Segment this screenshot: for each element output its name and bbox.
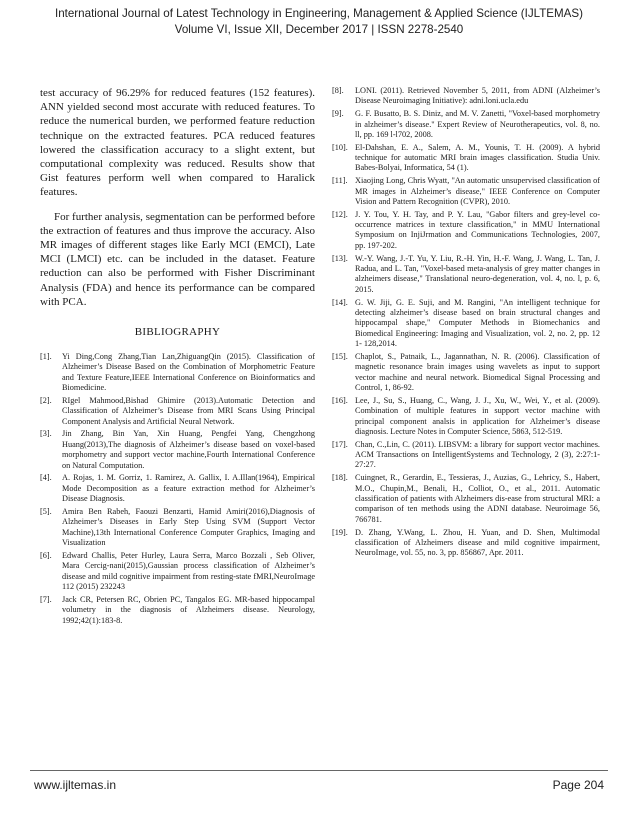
footer-url: www.ijltemas.in bbox=[34, 778, 117, 792]
reference-number: [14]. bbox=[332, 297, 348, 307]
reference-text: El-Dahshan, E. A., Salem, A. M., Younis, T. H. (2009). A hybrid technique for automatic MRI brain images classification. Studia Univ. Babes-Bolyai, Informatica, 54 (1). bbox=[355, 142, 600, 173]
reference-text: Xiaojing Long, Chris Wyatt, "An automatic unsupervised classification of MR images in Alzheimer’s disease," IEEE Conference on Computer Vision and Pattern Recognition (CVPR), 2010. bbox=[355, 176, 600, 206]
body-paragraph-1: test accuracy of 96.29% for reduced features (152 features). ANN yielded second most accurate with reduced features. To reduce the numerical burden, we performed feature reduction technique on the extracted features. PCA reduced features lowered the classification accuracy to a slight extent, but computational complexity was reduced. Results show that Gist features perform well when compared to Haralick features. bbox=[40, 87, 315, 199]
reference-text: Amira Ben Rabeh, Faouzi Benzarti, Hamid Amiri(2016),Diagnosis of Alzheimer’s Diseases in Early Step Using SVM (Support Vector Machine),13th International Conference Computer Graphics, Imaging and Visualization bbox=[62, 506, 315, 548]
journal-title: International Journal of Latest Technology in Engineering, Management & Applied Science (IJLTEMAS) bbox=[54, 7, 584, 20]
reference-item bbox=[40, 396, 315, 427]
reference-number: [13]. bbox=[332, 253, 348, 263]
reference-number: [16]. bbox=[332, 395, 348, 405]
reference-text: Chaplot, S., Patnaik, L., Jagannathan, N. R. (2006). Classification of magnetic resonance brain images using wavelets as input to support vector machine and neural network. Biomedical Signal Processing and Control, 1, 86-92. bbox=[355, 351, 600, 393]
reference-text: Jack CR, Petersen RC, Obrien PC, Tangalos EG. MR-based hippocampal volumetry in the diagnosis of Alzheimers disease. Neurology, 1992;42(1):183-8. bbox=[62, 594, 315, 625]
reference-number: [12]. bbox=[332, 209, 348, 219]
reference-text: G. W. Jiji, G. E. Suji, and M. Rangini, "An intelligent technique for detecting alzheimer’s disease based on brain structural changes and hippocampal shape," Computer Methods in Biomechanics and Biomedical Engineering: Imaging and Visualization, vol. 2, no. 2, pp. 12 1- 128,2014. bbox=[355, 297, 600, 349]
reference-item bbox=[332, 396, 600, 438]
reference-item bbox=[332, 109, 600, 140]
reference-list-left bbox=[40, 352, 315, 626]
reference-number: [17]. bbox=[332, 439, 348, 449]
reference-text: Lee, J., Su, S., Huang, C., Wang, J. J., Xu, W., Wei, Y., et al. (2009). Combination of multiple features in support vector machine with principal component analsis in application for Alzheimer’s disease diagnosis. Lecture Notes in Computer Science, 5863, 512-519. bbox=[355, 395, 600, 436]
reference-item bbox=[332, 528, 600, 559]
reference-item bbox=[40, 595, 315, 626]
reference-number: [5]. bbox=[40, 506, 52, 516]
reference-text: LONI. (2011). Retrieved November 5, 2011, from ADNI (Alzheimer’s Disease Neuroimaging Initiative): adni.loni.ucla.edu bbox=[355, 86, 600, 106]
reference-text: Cuingnet, R., Gerardin, E., Tessieras, J., Auzias, G., Lehricy, S., Habert, M.O., Chupin,M., Benali, H., Colliot, O., et al., 2011. Automatic classification of patients with Alzheimers dis-ease from structural MRI: a comparison of ten methods using the ADNI database. Neuroimage 56, 766781. bbox=[355, 473, 600, 524]
reference-item bbox=[332, 176, 600, 207]
reference-text: A. Rojas, 1. M. Gorriz, 1. Ramirez, A. Gallix, I. A.Illan(1964), Empirical Mode Decomposition as a feature extraction method for Alzheimer’s Disease Diagnosis. bbox=[62, 473, 315, 504]
reference-item bbox=[332, 352, 600, 394]
reference-text: J. Y. Tou, Y. H. Tay, and P. Y. Lau, "Gabor filters and grey-level co-occurrence matrices in texture classification," in MMU International Symposium on InjiJrmation and Communications Technologies, 2007, pp. 197-202. bbox=[355, 209, 600, 250]
reference-number: [8]. bbox=[332, 86, 344, 95]
reference-text: Chan, C.,Lin, C. (2011). LIBSVM: a library for support vector machines. ACM Transactions on IntelligentSystems and Technology, 2 (3), 2:27:1-27:27. bbox=[355, 439, 600, 470]
body-paragraph-2: For further analysis, segmentation can be performed before the extraction of features and thus improve the accuracy. Also MR images of different stages like Early MCI (EMCI), Late MCI (LMCI) etc. can be included in the dataset. Feature reduction can also be performed with Fisher Discriminant Analysis (FDA) and hence its performance can be compared with PCA. bbox=[40, 210, 315, 308]
reference-item bbox=[332, 254, 600, 296]
reference-text: G. F. Busatto, B. S. Diniz, and M. V. Zanetti, "Voxel-based morphometry in alzheimer’s disease." Expert Review of Neurotherapeutics, vol. 8, no. ll, pp. 169 l-l702, 2008. bbox=[355, 109, 600, 139]
reference-text: Edward Challis, Peter Hurley, Laura Serra, Marco Bozzali , Seb Oliver, Mara Cercig-nani(2015),Gaussian process classification of Alzheimer’s disease and mild cognitive impairment from resting-state fMRI,NeuroImage 112 (2015) 232243 bbox=[62, 550, 315, 592]
reference-number: [7]. bbox=[40, 594, 52, 604]
left-column bbox=[40, 86, 315, 628]
reference-text: D. Zhang, Y.Wang, L. Zhou, H. Yuan, and D. Shen, Multimodal classification of Alzheimers disease and mild cognitive impairment, NeuroImage, vol. 55, no. 3, pp. 856867, Apr. 2011. bbox=[355, 527, 600, 558]
reference-item bbox=[40, 429, 315, 471]
reference-item bbox=[332, 86, 600, 107]
reference-number: [10]. bbox=[332, 142, 348, 152]
reference-item bbox=[40, 507, 315, 549]
bibliography-heading: BIBLIOGRAPHY bbox=[134, 326, 221, 339]
reference-item bbox=[40, 352, 315, 394]
right-column bbox=[332, 86, 600, 561]
reference-number: [9]. bbox=[332, 109, 344, 119]
reference-text: W.-Y. Wang, J.-T. Yu, Y. Liu, R.-H. Yin, H.-F. Wang, J. Wang, L. Tan, J. Radua, and L. Tan, "Voxel-based meta-analysis of grey matter changes in alzheimers disease," Translational neuro-degeneration, vol. 4, no. l, p. 6, 2015. bbox=[355, 253, 600, 294]
reference-number: [15]. bbox=[332, 351, 348, 361]
reference-number: [11]. bbox=[332, 176, 348, 186]
reference-number: [4]. bbox=[40, 473, 52, 483]
journal-volume-issue: Volume VI, Issue XII, December 2017 | ISSN 2278-2540 bbox=[174, 23, 464, 36]
reference-item bbox=[332, 298, 600, 350]
reference-item bbox=[40, 551, 315, 593]
reference-list-right bbox=[332, 86, 600, 559]
reference-text: Jin Zhang, Bin Yan, Xin Huang, Pengfei Yang, Chengzhong Huang(2013),The diagnosis of Alzheimer’s disease based on voxel-based morphometry and support vector machine,Fourth International Conference on Natural Computation. bbox=[62, 429, 315, 470]
reference-number: [6]. bbox=[40, 550, 52, 560]
footer-divider bbox=[30, 770, 608, 771]
reference-number: [19]. bbox=[332, 527, 348, 537]
page-number: Page 204 bbox=[552, 778, 604, 792]
reference-item bbox=[332, 473, 600, 525]
reference-text: Yi Ding,Cong Zhang,Tian Lan,ZhiguangQin (2015). Classification of Alzheimer’s Disease Based on the Combination of Morphometric Feature and Texture Feature,IEEE International Conference on Bioinformatics and Biomedicine. bbox=[62, 352, 315, 393]
reference-text: RIgel Mahmood,Bishad Ghimire (2013).Automatic Detection and Classification of Alzheimer’s Disease from MRI Scans Using Principal Component Analysis and Artificial Neural Network. bbox=[62, 395, 315, 426]
reference-item bbox=[40, 473, 315, 504]
reference-number: [18]. bbox=[332, 473, 348, 483]
reference-item bbox=[332, 210, 600, 252]
reference-number: [3]. bbox=[40, 429, 52, 439]
reference-number: [1]. bbox=[40, 352, 52, 362]
journal-header bbox=[0, 6, 638, 38]
reference-number: [2]. bbox=[40, 395, 52, 405]
reference-item bbox=[332, 143, 600, 174]
reference-item bbox=[332, 440, 600, 471]
